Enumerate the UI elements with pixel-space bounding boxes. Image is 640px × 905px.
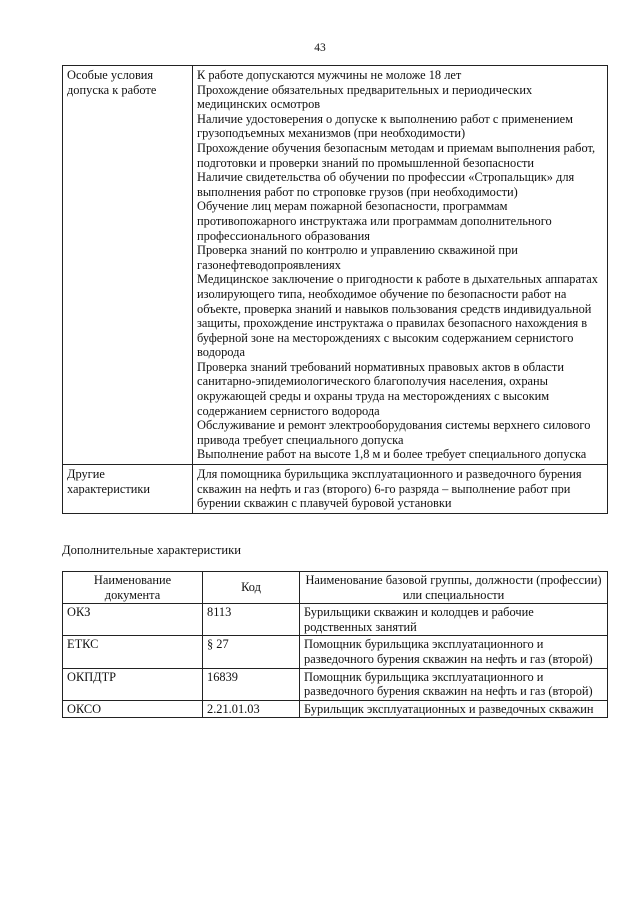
table-row <box>63 636 608 668</box>
condition-item: Обслуживание и ремонт электрооборудования системы верхнего силового привода требует специального допуска <box>197 418 591 447</box>
condition-item: Выполнение работ на высоте 1,8 м и более требует специального допуска <box>197 447 587 462</box>
cell-group-name: Бурильщики скважин и колодцев и рабочие родственных занятий <box>300 604 608 636</box>
condition-item: Медицинское заключение о пригодности к работе в дыхательных аппаратах изолирующего типа, необходимое обучение по безопасности работ на объекте, проверка знаний и навыков пользования средств индивидуальной защиты, прохождение инструктажа о правилах безопасного нахождения в буферной зоне на месторождениях с высоким содержанием сернистого водорода <box>197 272 598 360</box>
cell-document-name: ОКСО <box>63 700 203 718</box>
header-group-name: Наименование базовой группы, должности (профессии) или специальности <box>300 572 608 604</box>
condition-item: К работе допускаются мужчины не моложе 18 лет <box>197 68 462 82</box>
condition-item: Проверка знаний по контролю и управлению скважиной при газонефтеводопроявлениях <box>197 243 518 272</box>
cell-code: 16839 <box>203 668 300 700</box>
page-number: 43 <box>314 42 326 54</box>
cell-group-name: Бурильщик эксплуатационных и разведочных скважин <box>300 700 608 718</box>
condition-item: Прохождение обучения безопасным методам и приемам выполнения работ, подготовки и проверки знаний по промышленной безопасности <box>197 140 596 170</box>
cell-group-name: Помощник бурильщика эксплуатационного и разведочного бурения скважин на нефть и газ (второй) <box>300 636 608 668</box>
table-row <box>63 700 608 718</box>
row-label-other-characteristics: Другие характеристики <box>63 465 193 514</box>
table-row <box>63 66 608 465</box>
table-row <box>63 465 608 514</box>
row-value-special-conditions <box>193 66 608 465</box>
cell-document-name: ОКПДТР <box>63 668 203 700</box>
condition-item: Наличие свидетельства об обучении по профессии «Стропальщик» для выполнения работ по строповке грузов (при необходимости) <box>197 170 575 199</box>
table-row <box>63 604 608 636</box>
header-code: Код <box>203 572 300 604</box>
table-header-row <box>63 572 608 604</box>
row-label-special-conditions: Особые условия допуска к работе <box>63 66 193 465</box>
cell-code: § 27 <box>203 636 300 668</box>
section-heading: Дополнительные характеристики <box>62 543 241 557</box>
cell-code: 2.21.01.03 <box>203 700 300 718</box>
cell-group-name: Помощник бурильщика эксплуатационного и разведочного бурения скважин на нефть и газ (второй) <box>300 668 608 700</box>
condition-item: Проверка знаний требований нормативных правовых актов в области санитарно-эпидемиологического благополучия населения, охраны окружающей среды и охраны труда на месторождениях с высоким содержанием сернистого водорода <box>197 359 564 418</box>
cell-document-name: ОКЗ <box>63 604 203 636</box>
classifier-table <box>62 571 608 718</box>
header-document-name: Наименование документа <box>63 572 203 604</box>
condition-item: Для помощника бурильщика эксплуатационного и разведочного бурения скважин на нефть и газ (второго) 6-го разряда – выполнение работ при бурении скважин с плавучей буровой установки <box>197 467 582 511</box>
conditions-table <box>62 65 608 514</box>
condition-item: Наличие удостоверения о допуске к выполнению работ с применением грузоподъемных механизмов (при необходимости) <box>197 111 574 141</box>
cell-code: 8113 <box>203 604 300 636</box>
row-value-other-characteristics <box>193 465 608 514</box>
condition-item: Обучение лиц мерам пожарной безопасности, программам противопожарного инструктажа или программам дополнительного профессионального образования <box>197 199 552 243</box>
cell-document-name: ЕТКС <box>63 636 203 668</box>
condition-item: Прохождение обязательных предварительных и периодических медицинских осмотров <box>197 82 533 112</box>
table-row <box>63 668 608 700</box>
